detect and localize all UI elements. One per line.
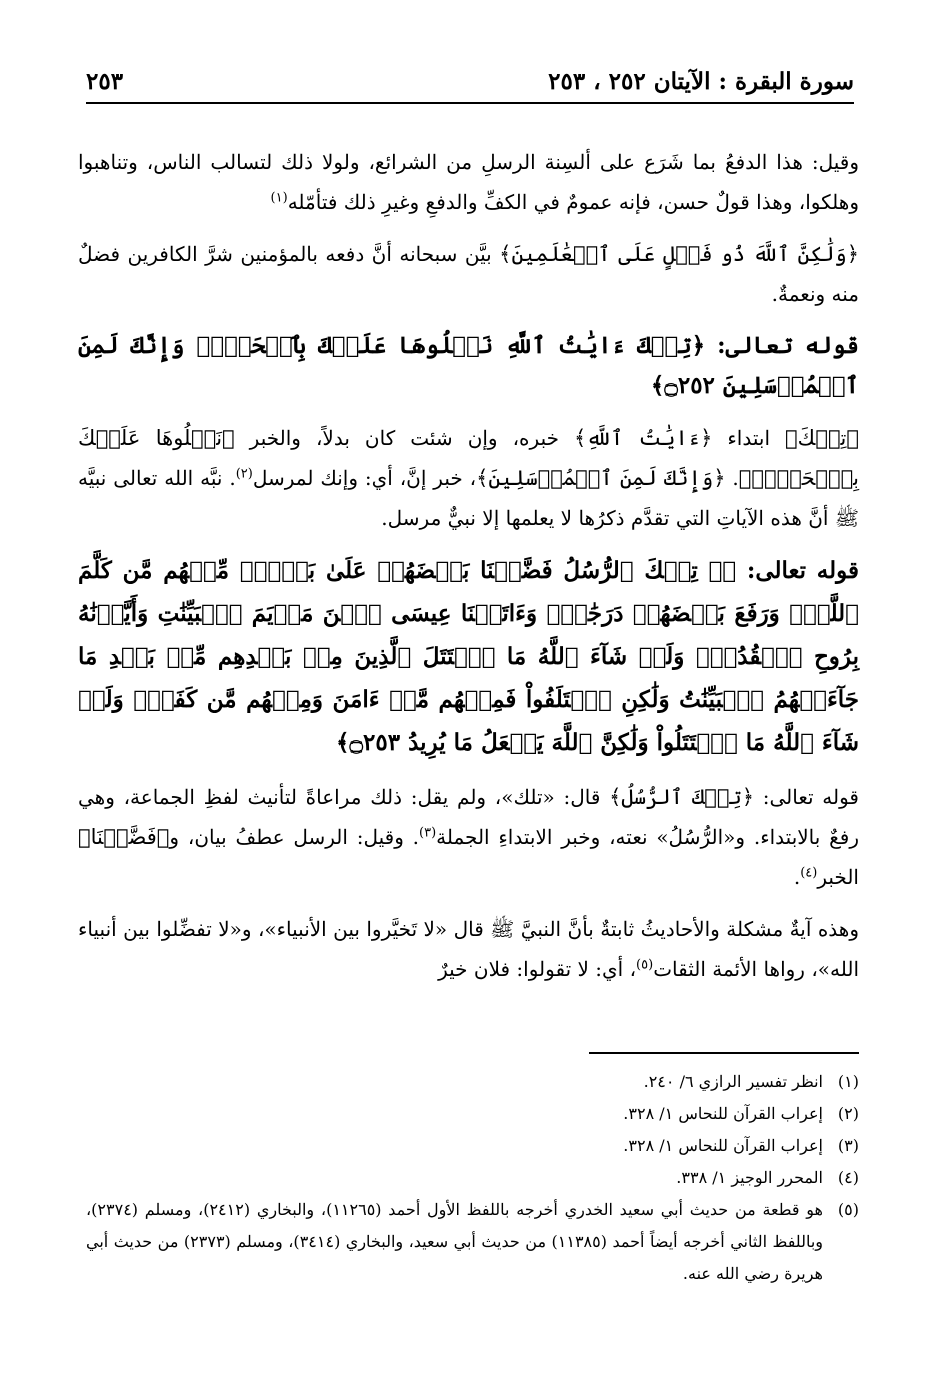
footnote-ref[interactable]: (٤) (800, 865, 818, 881)
page-number: ٢٥٣ (86, 67, 124, 95)
footnote-ref[interactable]: (١) (270, 190, 288, 206)
paragraph-3: ﴿تِلۡكَ﴾ ابتداء ﴿ءَايَٰتُ ٱللَّهِ﴾ خبره، وإن شئت كان بدلاً، والخبر ﴿نَتۡلُوهَا عَلَيۡكَ بِٱلۡحَقِّۚ﴾. ﴿وَإِنَّكَ لَمِنَ ٱلۡمُرۡسَلِينَ﴾، خبر إنَّ، أي: وإنك لمرسل$^{(٢)}$. نبَّه الله تعالى نبيَّه ﷺ أنَّ هذه الآياتِ التي تقدَّم ذكرُها لا يعلمها إلا نبيٌّ مرسل. (78, 426, 860, 530)
paragraph-4: قوله تعالى: ﴿تِلۡكَ ٱلرُّسُلُ﴾ قال: «تلك»، ولم يقل: ذلك مراعاةً لتأنيث لفظِ الجماعة، وهي رفعٌ بالابتداء. و«الرُّسُلُ» نعته، وخبر الابتداءِ الجملة$^{(٣)}$. وقيل: الرسل عطفُ بيان، و﴿فَضَّلۡنَا﴾ الخبر$^{(٤)}$. (78, 785, 859, 889)
footnote-4: (٤) المحرر الوجيز ١/ ٣٣٨. (676, 1168, 859, 1187)
verse-heading-252: قوله تعالى: ﴿تِلۡكَ ءَايَٰتُ ٱللَّهِ نَتۡلُوهَا عَلَيۡكَ بِٱلۡحَقِّۚ وَإِنَّكَ لَمِنَ ٱلۡمُرۡسَلِينَ ۝٢٥٢﴾ (78, 332, 859, 399)
quran-quote: ﴿تِلۡكَ ٱلرُّسُلُ﴾ (609, 785, 755, 809)
footnote-5: (٥) هو قطعة من حديث أبي سعيد الخدري أخرجه باللفظ الأول أحمد (١١٢٦٥)، والبخاري (٢٤١٢)، ومسلم (٢٣٧٤)، وباللفظ الثاني أخرجه أيضاً أحمد (١١٣٨٥) من حديث أبي سعيد، والبخاري (٣٤١٤)، ومسلم (٢٣٧٣) من حديث أبي هريرة رضي الله عنه. (86, 1200, 859, 1283)
verse-252: ﴿تِلۡكَ ءَايَٰتُ ٱللَّهِ نَتۡلُوهَا عَلَيۡكَ بِٱلۡحَقِّۚ وَإِنَّكَ لَمِنَ ٱلۡمُرۡسَلِينَ ۝٢٥٢﴾ (78, 332, 859, 399)
footnote-1: (١) انظر تفسير الرازي ٦/ ٢٤٠. (643, 1072, 859, 1091)
paragraph-1: وقيل: هذا الدفعُ بما شَرَع على ألسِنة الرسلِ من الشرائع، ولولا ذلك لتسالب الناس، وتناهبوا وهلكوا، وهذا قولٌ حسن، فإنه عمومٌ في الكفِّ والدفعِ وغيرِ ذلك فتأمّله$^{(١)}$ (78, 150, 859, 214)
paragraph-2: ﴿وَلَٰكِنَّ ٱللَّهَ ذُو فَضۡلٍ عَلَى ٱلۡعَٰلَمِينَ﴾ بيَّن سبحانه أنَّ دفعه بالمؤمنين شرَّ الكافرين فضلٌ منه ونعمةٌ. (78, 242, 860, 306)
running-title: سورة البقرة : الآيتان ٢٥٢ ، ٢٥٣ (548, 67, 854, 95)
verse-heading-253: قوله تعالى: ﴿۞ تِلۡكَ ٱلرُّسُلُ فَضَّلۡنَا بَعۡضَهُمۡ عَلَىٰ بَعۡضٖۘ مِّنۡهُم مَّن كَلَّمَ ٱللَّهُۖ وَرَفَعَ بَعۡضَهُمۡ دَرَجَٰتٖۚ وَءَاتَيۡنَا عِيسَى ٱبۡنَ مَرۡيَمَ ٱلۡبَيِّنَٰتِ وَأَيَّدۡنَٰهُ بِرُوحِ ٱلۡقُدُسِۗ وَلَوۡ شَآءَ ٱللَّهُ مَا ٱقۡتَتَلَ ٱلَّذِينَ مِنۢ بَعۡدِهِم مِّنۢ بَعۡدِ مَا جَآءَتۡهُمُ ٱلۡبَيِّنَٰتُ وَلَٰكِنِ ٱخۡتَلَفُواْ فَمِنۡهُم مَّنۡ ءَامَنَ وَمِنۡهُم مَّن كَفَرَۚ وَلَوۡ شَآءَ ٱللَّهُ مَا ٱقۡتَتَلُواْ وَلَٰكِنَّ ٱللَّهَ يَفۡعَلُ مَا يُرِيدُ ۝٢٥٣﴾ (78, 557, 859, 756)
quran-quote: ﴿ءَايَٰتُ ٱللَّهِ﴾ (574, 426, 713, 450)
quran-quote: ﴿وَلَٰكِنَّ ٱللَّهَ ذُو فَضۡلٍ عَلَى ٱلۡعَٰلَمِينَ﴾ (499, 242, 860, 266)
footnote-separator (589, 1052, 859, 1054)
quran-quote: ﴿تِلۡكَ﴾ (785, 426, 859, 450)
footnotes (86, 1066, 859, 1290)
quran-quote: ﴿نَتۡلُوهَا عَلَيۡكَ بِٱلۡحَقِّۚ﴾ (78, 426, 860, 490)
footnote-ref[interactable]: (٣) (419, 825, 437, 841)
footnote-2: (٢) إعراب القرآن للنحاس ١/ ٣٢٨. (623, 1104, 859, 1123)
footnote-3: (٣) إعراب القرآن للنحاس ١/ ٣٢٨. (623, 1136, 859, 1155)
page-header (86, 60, 854, 104)
verse-253: ﴿۞ تِلۡكَ ٱلرُّسُلُ فَضَّلۡنَا بَعۡضَهُمۡ عَلَىٰ بَعۡضٖۘ مِّنۡهُم مَّن كَلَّمَ ٱللَّهُۖ وَرَفَعَ بَعۡضَهُمۡ دَرَجَٰتٖۚ وَءَاتَيۡنَا عِيسَى ٱبۡنَ مَرۡيَمَ ٱلۡبَيِّنَٰتِ وَأَيَّدۡنَٰهُ بِرُوحِ ٱلۡقُدُسِۗ وَلَوۡ شَآءَ ٱللَّهُ مَا ٱقۡتَتَلَ ٱلَّذِينَ مِنۢ بَعۡدِهِم مِّنۢ بَعۡدِ مَا جَآءَتۡهُمُ ٱلۡبَيِّنَٰتُ وَلَٰكِنِ ٱخۡتَلَفُواْ فَمِنۡهُم مَّنۡ ءَامَنَ وَمِنۡهُم مَّن كَفَرَۚ وَلَوۡ شَآءَ ٱللَّهُ مَا ٱقۡتَتَلُواْ وَلَٰكِنَّ ٱللَّهَ يَفۡعَلُ مَا يُرِيدُ ۝٢٥٣﴾ (78, 557, 859, 756)
paragraph-5: وهذه آيةٌ مشكلة والأحاديثُ ثابتةٌ بأنَّ النبيَّ ﷺ قال «لا تَخيَّروا بين الأنبياء»، و«لا تفضِّلوا بين أنبياء الله»، رواها الأئمة الثقات$^{(٥)}$، أي: لا تقولوا: فلان خيرٌ (78, 917, 859, 981)
footnote-ref[interactable]: (٢) (235, 466, 253, 482)
main-text (78, 142, 859, 1001)
quran-quote: ﴿وَإِنَّكَ لَمِنَ ٱلۡمُرۡسَلِينَ﴾ (476, 466, 726, 490)
footnote-ref[interactable]: (٥) (636, 957, 654, 973)
quran-quote: ﴿فَضَّلۡنَا﴾ (78, 825, 170, 849)
